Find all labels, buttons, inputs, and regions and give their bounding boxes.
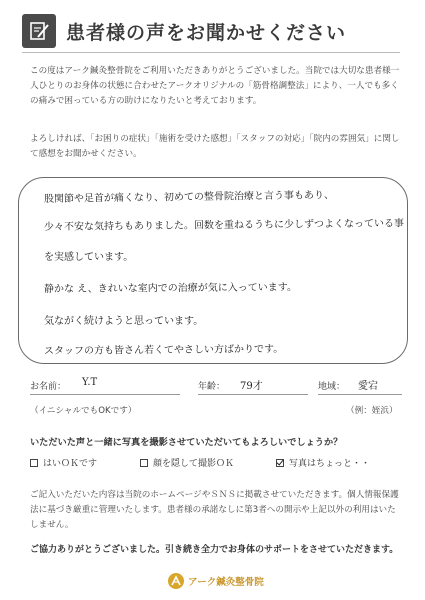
checkbox-checked[interactable] <box>276 459 284 467</box>
photo-option-yes[interactable] <box>30 456 97 469</box>
header-divider <box>22 52 400 53</box>
comment-line: 気ながく続けようと思っています。 <box>44 316 204 327</box>
photo-option-label: 顔を隠して撮影ＯＫ <box>153 459 235 469</box>
clinic-logo <box>168 573 264 589</box>
page-title: 患者様の声をお聞かせください <box>66 21 347 44</box>
thanks-message: ご協力ありがとうございました。引き続き全力でお身体のサポートをさせていただきます。 <box>30 545 399 555</box>
checkbox[interactable] <box>30 459 38 467</box>
intro-paragraph: この度はアーク鍼灸整骨院をご利用いただきありがとうございました。当院では大切な患者様一人ひとりのお身体の状態に合わせたアークオリジナルの「筋骨格調整法」により、一人でも多くの痛みで困っている方の助けになりたいと考えております。 <box>30 66 400 106</box>
logo-mark-icon <box>168 573 184 589</box>
photo-option-label: はいＯＫです <box>43 459 98 469</box>
name-label: お名前： <box>30 382 67 392</box>
comment-line: 静かな え、きれいな室内での治療が気に入っています。 <box>43 282 298 295</box>
comment-line: 少々不安な気持ちもありました。回数を重ねるうちに少しずつよくなっている事 <box>43 218 405 233</box>
name-underline <box>30 394 180 395</box>
name-value: Y.T <box>82 377 98 388</box>
header <box>22 14 346 48</box>
privacy-notice: ご記入いただいた内容は当院のホームページやＳＮＳに掲載させていただきます。個人情報保護法に基づき厳重に管理いたします。患者様の承諾なしに第3者への開示や上記以外の利用はいたしません。 <box>30 490 399 530</box>
photo-option-decline[interactable] <box>276 456 370 469</box>
area-value: 愛宕 <box>358 381 378 392</box>
photo-option-hide-face[interactable] <box>140 456 234 469</box>
pencil-note-icon <box>22 14 56 48</box>
comment-line: 股関節や足首が痛くなり、初めての整骨院治療と言う事もあり、 <box>43 189 335 205</box>
request-paragraph: よろしければ、「お困りの症状」「施術を受けた感想」「スタッフの対応」「院内の雰囲気」に関して感想をお聞かせください。 <box>30 134 400 159</box>
age-value: 79才 <box>240 381 263 392</box>
comment-line: スタッフの方も皆さん若くてやさしい方ばかりです。 <box>43 343 284 357</box>
area-label: 地域： <box>318 382 346 392</box>
clinic-name: アーク鍼灸整骨院 <box>188 577 264 588</box>
age-underline <box>198 394 308 395</box>
photo-option-label: 写真はちょっと・・ <box>289 459 371 469</box>
age-label: 年齢： <box>198 382 226 392</box>
comment-box <box>18 177 408 364</box>
photo-question: いただいた声と一緒に写真を撮影させていただいてもよろしいでしょうか？ <box>30 437 343 448</box>
example-note: （例：姪浜） <box>346 406 398 416</box>
area-underline <box>318 394 402 395</box>
comment-line: を実感しています。 <box>44 252 134 263</box>
checkbox[interactable] <box>140 459 148 467</box>
initial-note: （イニシャルでもOKです） <box>30 406 137 416</box>
